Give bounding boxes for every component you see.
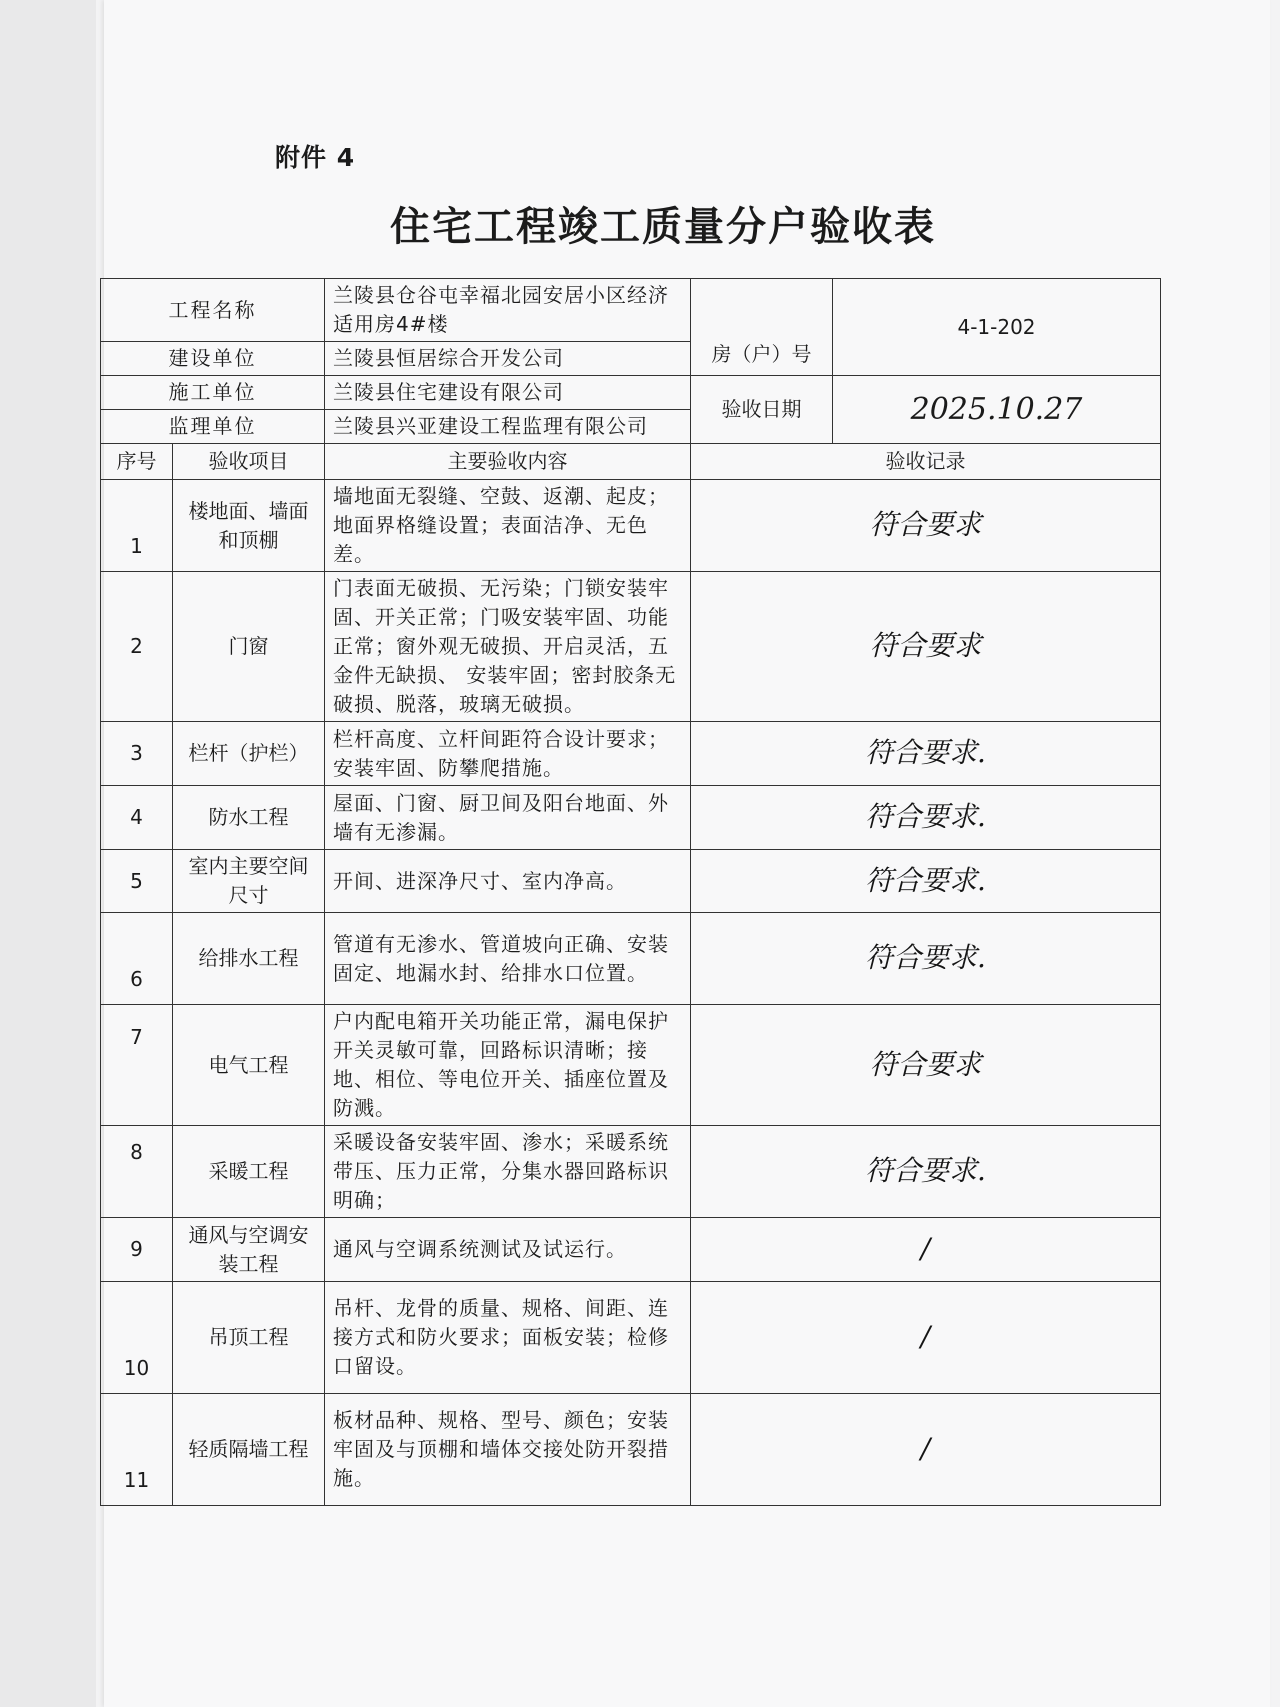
row-record: 符合要求 (691, 1005, 1161, 1126)
row-record: 符合要求 (691, 480, 1161, 572)
row-index: 1 (101, 480, 173, 572)
row-record: 符合要求. (691, 850, 1161, 913)
unit-no-value: 4-1-202 (833, 279, 1161, 376)
row-content: 板材品种、规格、型号、颜色；安装牢固及与顶棚和墙体交接处防开裂措施。 (325, 1394, 691, 1506)
table-row (101, 913, 1161, 1005)
table-row (101, 850, 1161, 913)
row-item: 吊顶工程 (173, 1282, 325, 1394)
row-content: 屋面、门窗、厨卫间及阳台地面、外墙有无渗漏。 (325, 786, 691, 850)
table-row (101, 1282, 1161, 1394)
row-item: 电气工程 (173, 1005, 325, 1126)
date-value: 2025.10.27 (833, 376, 1161, 444)
row-item: 轻质隔墙工程 (173, 1394, 325, 1506)
row-index: 9 (101, 1218, 173, 1282)
constructor-row (101, 376, 1161, 410)
row-item: 采暖工程 (173, 1126, 325, 1218)
row-content: 户内配电箱开关功能正常，漏电保护开关灵敏可靠，回路标识清晰；接地、相位、等电位开关、插座位置及防溅。 (325, 1005, 691, 1126)
attachment-label: 附件 4 (275, 143, 356, 172)
table-row (101, 786, 1161, 850)
row-item: 门窗 (173, 572, 325, 722)
row-content: 管道有无渗水、管道坡向正确、安装固定、地漏水封、给排水口位置。 (325, 913, 691, 1005)
row-item: 通风与空调安装工程 (173, 1218, 325, 1282)
row-item: 栏杆（护栏） (173, 722, 325, 786)
row-record: 符合要求. (691, 786, 1161, 850)
header-row (101, 444, 1161, 480)
row-record: 符合要求. (691, 913, 1161, 1005)
project-name-value: 兰陵县仓谷屯幸福北园安居小区经济适用房4#楼 (325, 279, 691, 342)
row-index: 10 (101, 1282, 173, 1394)
date-label: 验收日期 (691, 376, 833, 444)
row-record: / (691, 1282, 1161, 1394)
supervisor-value: 兰陵县兴亚建设工程监理有限公司 (325, 410, 691, 444)
row-record: 符合要求. (691, 1126, 1161, 1218)
row-record: 符合要求. (691, 722, 1161, 786)
row-record: 符合要求 (691, 572, 1161, 722)
row-content: 吊杆、龙骨的质量、规格、间距、连接方式和防火要求；面板安装；检修口留设。 (325, 1282, 691, 1394)
table-row (101, 1126, 1161, 1218)
row-index: 4 (101, 786, 173, 850)
row-index: 5 (101, 850, 173, 913)
row-content: 采暖设备安装牢固、渗水；采暖系统带压、压力正常，分集水器回路标识明确； (325, 1126, 691, 1218)
row-content: 门表面无破损、无污染；门锁安装牢固、开关正常；门吸安装牢固、功能正常；窗外观无破损、开启灵活，五金件无缺损、 安装牢固；密封胶条无破损、脱落，玻璃无破损。 (325, 572, 691, 722)
row-index: 2 (101, 572, 173, 722)
row-index: 11 (101, 1394, 173, 1506)
row-index: 7 (101, 1005, 173, 1126)
project-name-row (101, 279, 1161, 342)
table-row (101, 722, 1161, 786)
table-row (101, 1394, 1161, 1506)
row-index: 6 (101, 913, 173, 1005)
acceptance-table (100, 278, 1161, 1506)
page-title: 住宅工程竣工质量分户验收表 (390, 204, 936, 250)
header-item: 验收项目 (173, 444, 325, 480)
header-record: 验收记录 (691, 444, 1161, 480)
row-content: 墙地面无裂缝、空鼓、返潮、起皮；地面界格缝设置；表面洁净、无色差。 (325, 480, 691, 572)
row-record: / (691, 1218, 1161, 1282)
row-item: 楼地面、墙面和顶棚 (173, 480, 325, 572)
project-name-label: 工程名称 (101, 279, 325, 342)
row-item: 给排水工程 (173, 913, 325, 1005)
row-item: 室内主要空间尺寸 (173, 850, 325, 913)
row-record: / (691, 1394, 1161, 1506)
builder-label: 建设单位 (101, 342, 325, 376)
header-index: 序号 (101, 444, 173, 480)
table-row (101, 572, 1161, 722)
header-content: 主要验收内容 (325, 444, 691, 480)
table-row (101, 1218, 1161, 1282)
constructor-value: 兰陵县住宅建设有限公司 (325, 376, 691, 410)
row-index: 8 (101, 1126, 173, 1218)
table-row (101, 480, 1161, 572)
supervisor-label: 监理单位 (101, 410, 325, 444)
builder-value: 兰陵县恒居综合开发公司 (325, 342, 691, 376)
row-item: 防水工程 (173, 786, 325, 850)
row-content: 开间、进深净尺寸、室内净高。 (325, 850, 691, 913)
row-content: 栏杆高度、立杆间距符合设计要求；安装牢固、防攀爬措施。 (325, 722, 691, 786)
row-index: 3 (101, 722, 173, 786)
row-content: 通风与空调系统测试及试运行。 (325, 1218, 691, 1282)
constructor-label: 施工单位 (101, 376, 325, 410)
table-row (101, 1005, 1161, 1126)
unit-no-label: 房（户）号 (691, 279, 833, 376)
